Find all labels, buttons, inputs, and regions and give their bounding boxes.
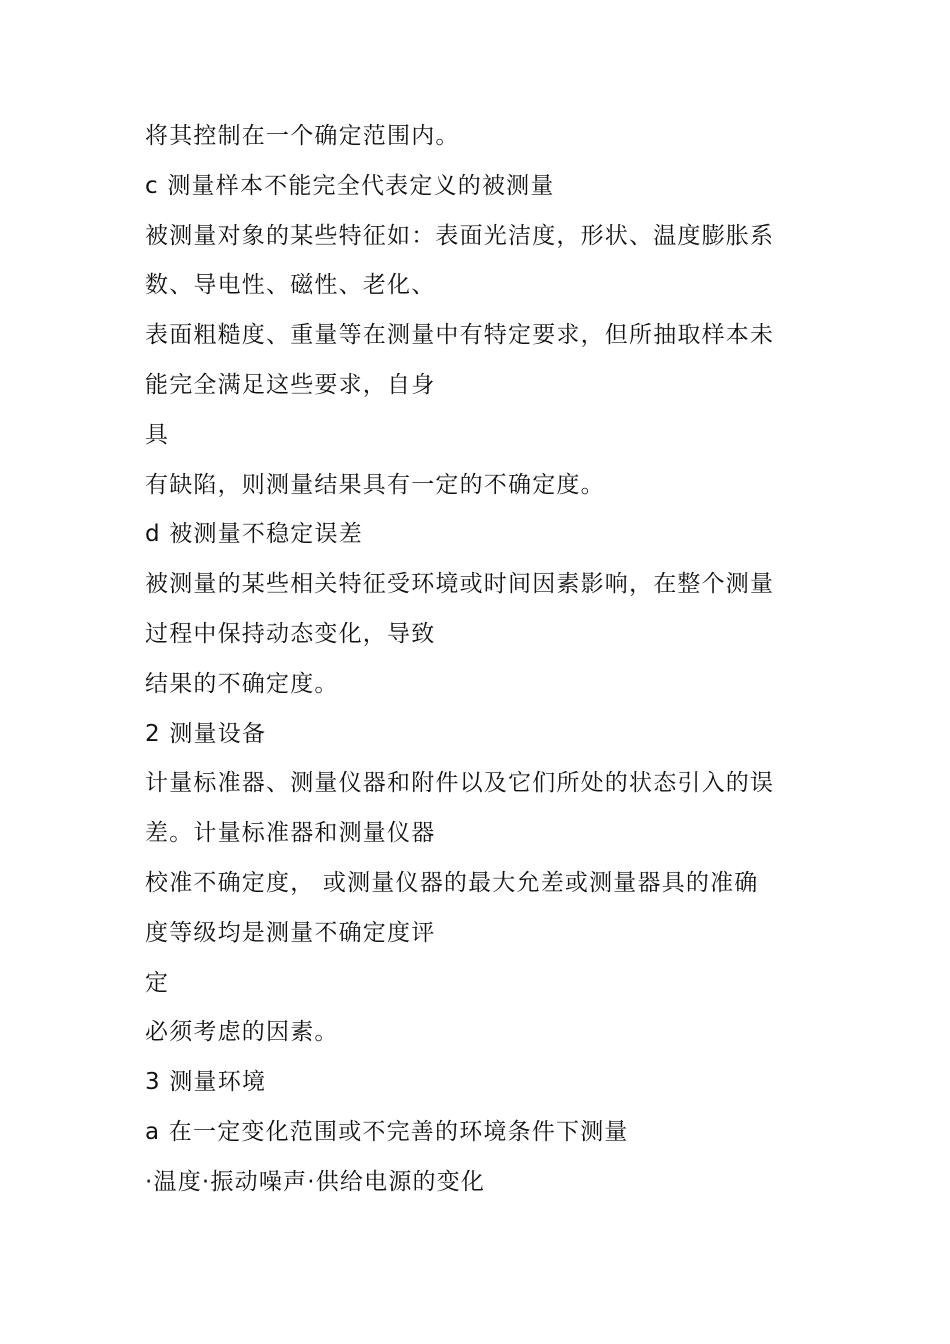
text-line: 将其控制在一个确定范围内。 bbox=[145, 123, 460, 149]
subsection-heading-d: d 被测量不稳定误差 bbox=[145, 521, 363, 548]
text-line: 表面粗糙度、重量等在测量中有特定要求，但所抽取样本未 bbox=[145, 322, 775, 349]
document-body bbox=[145, 112, 815, 1208]
text-line: 被测量对象的某些特征如：表面光洁度，形状、温度膨胀系 bbox=[145, 222, 775, 249]
subsection-heading-a: a 在一定变化范围或不完善的环境条件下测量 bbox=[145, 1118, 629, 1145]
subsection-heading-c: c 测量样本不能完全代表定义的被测量 bbox=[145, 172, 555, 199]
text-line: 能完全满足这些要求，自身 bbox=[145, 371, 436, 398]
bullet-list-line: ·温度·振动噪声·供给电源的变化 bbox=[145, 1168, 486, 1195]
section-heading-2: 2 测量设备 bbox=[145, 720, 267, 747]
section-heading-3: 3 测量环境 bbox=[145, 1069, 267, 1096]
text-line: 有缺陷，则测量结果具有一定的不确定度。 bbox=[145, 471, 605, 498]
text-line: 计量标准器、测量仪器和附件以及它们所处的状态引入的误 bbox=[145, 770, 775, 797]
text-line: 定 bbox=[145, 969, 170, 996]
text-line: 度等级均是测量不确定度评 bbox=[145, 919, 436, 946]
text-line: 过程中保持动态变化，导致 bbox=[145, 620, 436, 647]
text-line: 被测量的某些相关特征受环境或时间因素影响，在整个测量 bbox=[145, 571, 775, 598]
text-line: 具 bbox=[145, 421, 170, 448]
text-line: 差。计量标准器和测量仪器 bbox=[145, 820, 436, 847]
text-line: 校准不确定度， 或测量仪器的最大允差或测量器具的准确 bbox=[145, 869, 759, 896]
text-line: 结果的不确定度。 bbox=[145, 670, 339, 697]
text-line: 必须考虑的因素。 bbox=[145, 1019, 339, 1046]
text-line: 数、导电性、磁性、老化、 bbox=[145, 272, 436, 299]
